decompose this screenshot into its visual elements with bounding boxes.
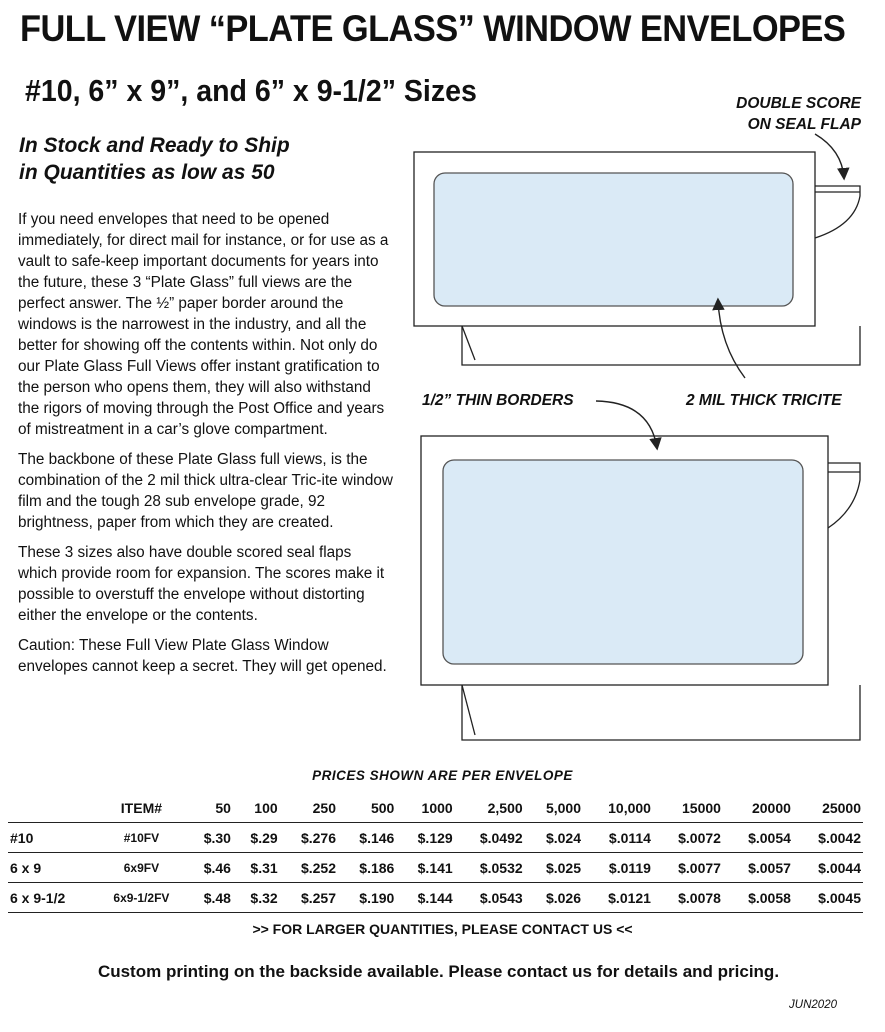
- header-qty: 15000: [682, 800, 721, 816]
- price-cell: $.190: [359, 889, 395, 906]
- paragraph-backbone: The backbone of these Plate Glass full views, is the combination of the 2 mil thick ultra-clear Tric-ite window film and the tough 28 sub envelope grade, 92 brightness, paper from which they are created.: [18, 451, 393, 531]
- price-cell: $.0543: [479, 889, 523, 906]
- row-item: 6x9-1/2FV: [113, 890, 170, 905]
- price-cell: $.026: [545, 889, 581, 906]
- price-cell: $.025: [545, 859, 581, 876]
- price-cell: $.276: [300, 829, 336, 846]
- price-cell: $.46: [203, 859, 231, 876]
- row-size: 6 x 9: [10, 859, 42, 876]
- price-cell: $.146: [359, 829, 395, 846]
- price-cell: $.29: [250, 829, 278, 846]
- paragraph-seal-flaps: These 3 sizes also have double scored seal flaps which provide room for expansion. The scores make it possible to overstuff the envelope without distorting either the envelope or the contents.: [18, 544, 385, 624]
- header-qty: 1000: [421, 800, 453, 816]
- row-item: #10FV: [123, 830, 160, 845]
- price-cell: $.129: [417, 829, 453, 846]
- table-row: [8, 853, 863, 883]
- header-qty: 5,000: [545, 800, 581, 816]
- subhead-line-2: in Quantities as low as 50: [19, 161, 275, 184]
- header-qty: 25000: [822, 800, 861, 816]
- table-row: [8, 883, 863, 913]
- header-qty: 100: [254, 800, 278, 816]
- sizes-heading: #10, 6” x 9”, and 6” x 9-1/2” Sizes: [25, 73, 477, 108]
- price-cell: $.48: [203, 889, 231, 906]
- window-top: [434, 173, 793, 306]
- paragraph-intro: If you need envelopes that need to be opened immediately, for direct mail for instance, or for use as a vault to safe-keep important documents for years into the future, these 3 “Plate Glass” full views are the perfect answer. The ½” paper border around the windows is the narrowest in the industry, and all the better for showing off the contents within. Not only do our Plate Glass Full Views offer instant gratification to the person who opens them, they will also withstand the rigors of moving through the Post Office and years of mistreatment in a car’s glove compartment.: [18, 211, 389, 438]
- price-cell: $.024: [545, 829, 581, 846]
- arrow-double-score: [815, 134, 844, 178]
- header-qty: 10,000: [608, 800, 651, 816]
- subhead-line-1: In Stock and Ready to Ship: [19, 134, 290, 157]
- price-cell: $.0121: [608, 889, 651, 906]
- price-cell: $.0072: [678, 829, 721, 846]
- price-cell: $.0045: [818, 889, 861, 906]
- price-cell: $.32: [250, 889, 278, 906]
- table-row: [8, 823, 863, 853]
- price-cell: $.0078: [678, 889, 721, 906]
- price-cell: $.186: [359, 859, 395, 876]
- row-size: #10: [10, 829, 34, 846]
- header-qty: 2,500: [487, 800, 523, 816]
- tricite-callout: 2 MIL THICK TRICITE: [686, 392, 842, 409]
- price-cell: $.31: [250, 859, 278, 876]
- price-cell: $.144: [417, 889, 453, 906]
- thin-borders-callout: 1/2” THIN BORDERS: [422, 392, 574, 409]
- custom-printing-note: Custom printing on the backside available. Please contact us for details and pricing.: [97, 962, 780, 981]
- window-bottom: [443, 460, 803, 664]
- price-cell: $.252: [300, 859, 336, 876]
- envelope-top: [414, 152, 860, 365]
- price-cell: $.0057: [748, 859, 791, 876]
- row-size: 6 x 9-1/2: [10, 889, 66, 906]
- envelope-bottom: [421, 436, 860, 740]
- price-cell: $.257: [300, 889, 336, 906]
- table-header-row: [8, 794, 863, 823]
- header-item: ITEM#: [120, 800, 163, 816]
- row-item: 6x9FV: [123, 860, 160, 875]
- double-score-callout: [736, 93, 861, 135]
- price-cell: $.0114: [608, 829, 651, 846]
- price-cell: $.0054: [748, 829, 791, 846]
- contact-note: >> FOR LARGER QUANTITIES, PLEASE CONTACT US <<: [252, 921, 633, 937]
- price-table-caption: PRICES SHOWN ARE PER ENVELOPE: [312, 768, 573, 783]
- price-cell: $.30: [203, 829, 231, 846]
- price-cell: $.141: [417, 859, 453, 876]
- price-cell: $.0044: [818, 859, 861, 876]
- price-cell: $.0042: [818, 829, 861, 846]
- paragraph-caution: Caution: These Full View Plate Glass Window envelopes cannot keep a secret. They will get opened.: [18, 637, 387, 675]
- header-qty: 50: [215, 800, 231, 816]
- price-cell: $.0119: [608, 859, 651, 876]
- page-title: FULL VIEW “PLATE GLASS” WINDOW ENVELOPES: [20, 8, 846, 49]
- header-qty: 20000: [751, 800, 791, 816]
- price-cell: $.0058: [748, 889, 791, 906]
- price-cell: $.0532: [479, 859, 523, 876]
- price-cell: $.0492: [479, 829, 523, 846]
- date-code: JUN2020: [789, 999, 837, 1011]
- double-score-line-2: ON SEAL FLAP: [747, 116, 861, 133]
- header-qty: 250: [312, 800, 336, 816]
- header-qty: 500: [370, 800, 395, 816]
- price-cell: $.0077: [678, 859, 721, 876]
- price-table: [8, 794, 863, 913]
- double-score-line-1: DOUBLE SCORE: [736, 95, 861, 112]
- header-size: [8, 794, 97, 823]
